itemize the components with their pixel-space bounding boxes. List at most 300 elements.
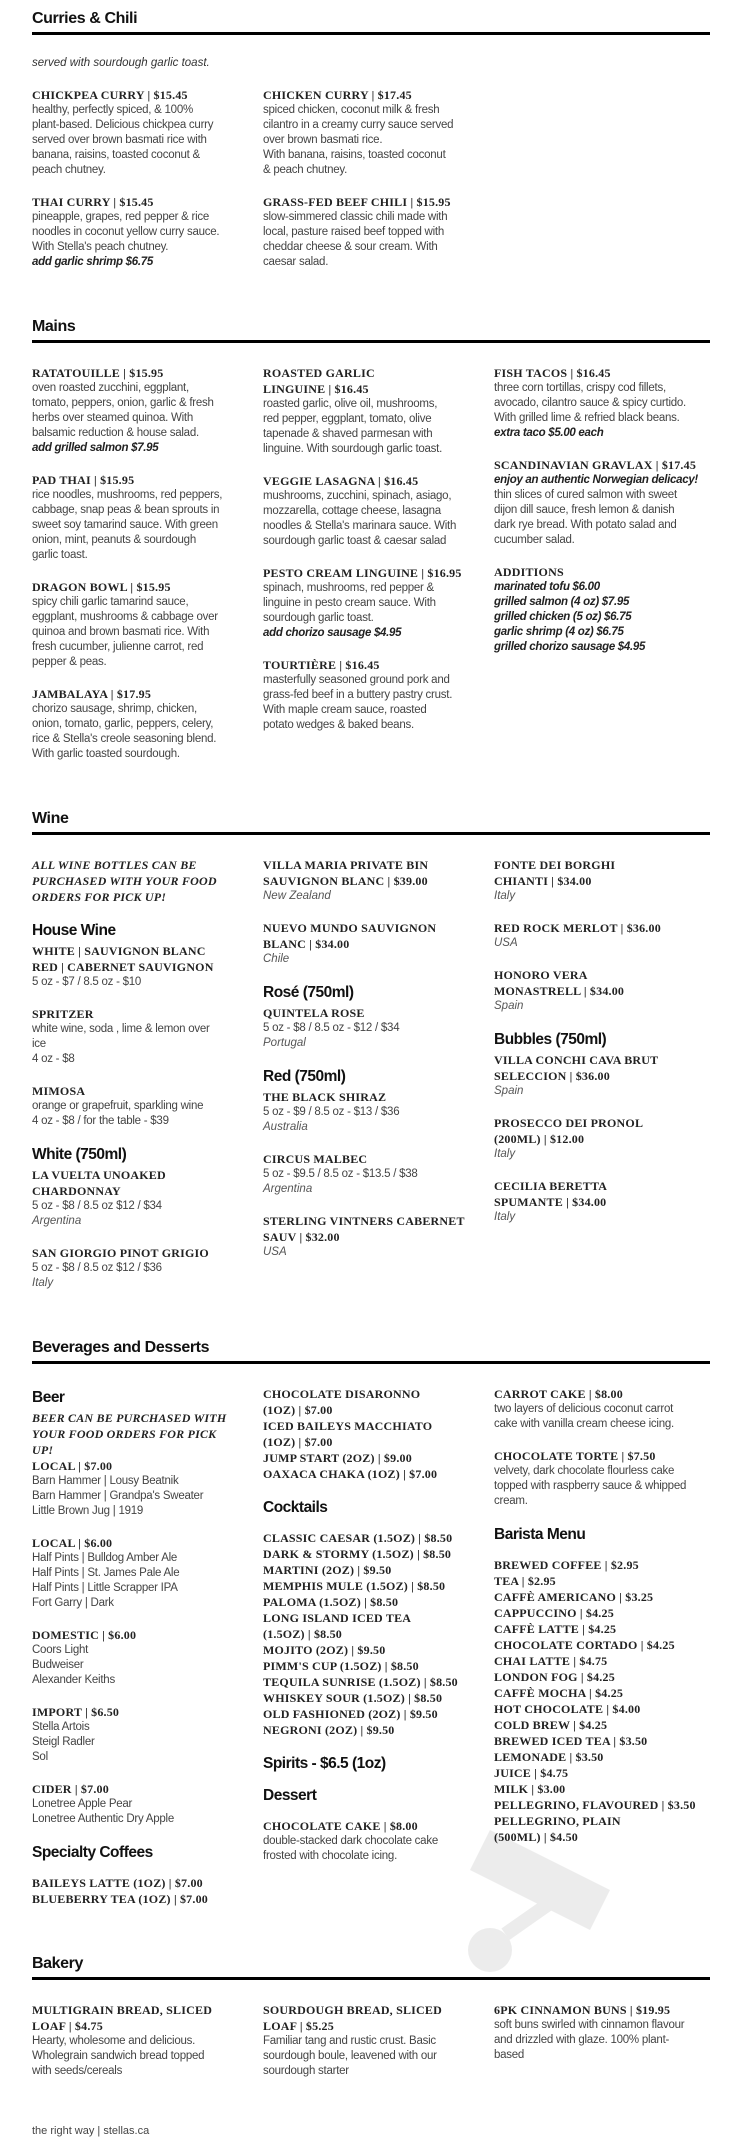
notice-line: PURCHASED WITH YOUR FOOD <box>32 874 217 888</box>
item-title: MULTIGRAIN BREAD, SLICED <box>32 2003 213 2017</box>
subheading: Barista Menu <box>494 1526 586 1543</box>
item-title: CIDER | $7.00 <box>32 1782 109 1796</box>
item-description: cream. <box>494 1495 528 1507</box>
item-addon: extra taco $5.00 each <box>494 427 604 439</box>
menu-item <box>494 457 715 548</box>
item-description: spicy chili garlic tamarind sauce, <box>32 596 189 608</box>
item-title: SCANDINAVIAN GRAVLAX | $17.45 <box>494 458 697 472</box>
item-description: slow-simmered classic chili made with <box>263 211 448 223</box>
subheading: Cocktails <box>263 1499 328 1516</box>
menu-item <box>263 2002 484 2079</box>
item-description: cilantro in a creamy curry sauce served <box>263 119 454 131</box>
item-title: PELLEGRINO, PLAIN <box>494 1814 621 1828</box>
item-title: JUMP START (2OZ) | $9.00 <box>263 1451 412 1465</box>
item-description: Steigl Radler <box>32 1736 95 1748</box>
item-description: & peach chutney. <box>263 164 348 176</box>
item-description: three corn tortillas, crispy cod fillets, <box>494 382 666 394</box>
item-description: oven roasted zucchini, eggplant, <box>32 382 189 394</box>
item-title: QUINTELA ROSE <box>263 1006 365 1020</box>
item-tagline: enjoy an authentic Norwegian delicacy! <box>494 474 698 486</box>
item-description: roasted garlic, olive oil, mushrooms, <box>263 398 438 410</box>
item-title: CHICKEN CURRY | $17.45 <box>263 88 412 102</box>
item-description: cucumber salad. <box>494 534 575 546</box>
section-title: Mains <box>32 318 76 335</box>
item-title: ADDITIONS <box>494 565 564 579</box>
menu-item <box>32 194 253 270</box>
item-title: ICED BAILEYS MACCHIATO <box>263 1419 433 1433</box>
item-title: MILK | $3.00 <box>494 1782 566 1796</box>
section-title: Bakery <box>32 1955 83 1972</box>
menu-item <box>32 1781 253 1827</box>
menu-item <box>263 1151 484 1197</box>
item-title: PELLEGRINO, FLAVOURED | $3.50 <box>494 1798 696 1812</box>
menu-item <box>263 920 484 967</box>
item-description: With banana, raisins, toasted coconut <box>263 149 446 161</box>
item-title: CAFFÈ AMERICANO | $3.25 <box>494 1590 654 1604</box>
item-title: (500ML) | $4.50 <box>494 1830 578 1844</box>
item-description: chorizo sausage, shrimp, chicken, <box>32 703 197 715</box>
item-description: Hearty, wholesome and delicious. <box>32 2035 196 2047</box>
item-description: Barn Hammer | Grandpa's Sweater <box>32 1490 204 1502</box>
item-description: Budweiser <box>32 1659 84 1671</box>
item-title: LINGUINE | $16.45 <box>263 382 369 396</box>
item-description: sourdough starter <box>263 2065 349 2077</box>
item-description: spinach, mushrooms, red pepper & <box>263 582 434 594</box>
item-title: MEMPHIS MULE (1.5OZ) | $8.50 <box>263 1579 446 1593</box>
item-origin: Australia <box>263 1121 308 1133</box>
section-note: served with sourdough garlic toast. <box>32 57 210 69</box>
item-description: noodles in coconut yellow curry sauce. <box>32 226 220 238</box>
item-origin: Italy <box>494 1148 516 1160</box>
item-description: rice & Stella's creole seasoning blend. <box>32 733 217 745</box>
item-description: caesar salad. <box>263 256 329 268</box>
menu-item <box>263 657 484 733</box>
item-addon: add grilled salmon $7.95 <box>32 442 159 454</box>
item-description: tapenade & shaved parmesan with <box>263 428 433 440</box>
menu-item <box>263 1530 484 1738</box>
menu-item <box>494 1386 715 1432</box>
item-description: fresh cucumber, julienne carrot, red <box>32 641 204 653</box>
menu-item <box>494 1052 715 1099</box>
item-origin: Argentina <box>263 1183 313 1195</box>
menu-item <box>32 579 253 670</box>
item-title: CECILIA BERETTA <box>494 1179 608 1193</box>
item-title: THE BLACK SHIRAZ <box>263 1090 387 1104</box>
menu-item <box>32 1083 253 1129</box>
subheading: Spirits - $6.5 (1oz) <box>263 1755 386 1772</box>
subheading: Bubbles (750ml) <box>494 1031 607 1048</box>
item-description: cake with vanilla cream cheese icing. <box>494 1418 674 1430</box>
item-description: peach chutney. <box>32 164 106 176</box>
item-title: CHIANTI | $34.00 <box>494 874 592 888</box>
item-title: NEGRONI (2OZ) | $9.50 <box>263 1723 395 1737</box>
item-description: frosted with chocolate icing. <box>263 1850 398 1862</box>
item-description: white wine, soda , lime & lemon over <box>32 1023 210 1035</box>
item-description: sweet soy tamarind sauce. With green <box>32 519 218 531</box>
item-addon: garlic shrimp (4 oz) $6.75 <box>494 626 624 638</box>
item-title: TEQUILA SUNRISE (1.5OZ) | $8.50 <box>263 1675 458 1689</box>
item-description: pepper & peas. <box>32 656 107 668</box>
item-description: With garlic toasted sourdough. <box>32 748 180 760</box>
item-title: SAN GIORGIO PINOT GRIGIO <box>32 1246 209 1260</box>
item-title: LONG ISLAND ICED TEA <box>263 1611 412 1625</box>
item-description: rice noodles, mushrooms, red peppers, <box>32 489 223 501</box>
item-description: sourdough garlic toast. <box>263 612 374 624</box>
section-beverages-and-desserts <box>32 1337 712 1923</box>
item-description: Barn Hammer | Lousy Beatnik <box>32 1475 179 1487</box>
footer-text: the right way | stellas.ca <box>32 2125 150 2137</box>
item-title: HONORO VERA <box>494 968 588 982</box>
item-title: MONASTRELL | $34.00 <box>494 984 625 998</box>
item-addon: grilled chorizo sausage $4.95 <box>494 641 646 653</box>
menu-item <box>263 1818 484 1864</box>
item-title: CHOCOLATE TORTE | $7.50 <box>494 1449 656 1463</box>
menu-column <box>494 1386 715 1923</box>
menu-item <box>263 365 484 457</box>
menu-column <box>32 87 253 286</box>
notice-line: YOUR FOOD ORDERS FOR PICK <box>32 1427 217 1441</box>
item-title: LONDON FOG | $4.25 <box>494 1670 615 1684</box>
item-origin: Portugal <box>263 1037 306 1049</box>
item-title: CHOCOLATE CORTADO | $4.25 <box>494 1638 675 1652</box>
item-description: With Stella's peach chutney. <box>32 241 169 253</box>
menu-columns <box>32 87 712 286</box>
item-title: RATATOUILLE | $15.95 <box>32 366 164 380</box>
menu-item <box>32 1245 253 1291</box>
item-description: and drizzled with glaze. 100% plant- <box>494 2034 670 2046</box>
item-description: 4 oz - $8 <box>32 1053 75 1065</box>
subheading: Beer <box>32 1389 65 1406</box>
menu-item <box>494 2002 715 2063</box>
item-description: eggplant, mushrooms & cabbage over <box>32 611 218 623</box>
item-origin: Chile <box>263 953 290 965</box>
item-title: (1.5OZ) | $8.50 <box>263 1627 342 1641</box>
item-description: thin slices of cured salmon with sweet <box>494 489 677 501</box>
item-origin: Italy <box>494 1211 516 1223</box>
section-curries-chili <box>32 8 712 286</box>
item-description: dark rye bread. With potato salad and <box>494 519 677 531</box>
item-title: RED | CABERNET SAUVIGNON <box>32 960 214 974</box>
section-body <box>32 1364 712 1923</box>
section-body <box>32 35 712 286</box>
item-title: NUEVO MUNDO SAUVIGNON <box>263 921 437 935</box>
menu-item <box>32 943 253 990</box>
menu-item <box>494 920 715 951</box>
menu-column <box>494 365 715 778</box>
item-description: ice <box>32 1038 46 1050</box>
item-title: VEGGIE LASAGNA | $16.45 <box>263 474 419 488</box>
item-description: orange or grapefruit, sparkling wine <box>32 1100 204 1112</box>
item-title: LOAF | $5.25 <box>263 2019 334 2033</box>
menu-item <box>32 87 253 178</box>
item-description: topped with raspberry sauce & whipped <box>494 1480 687 1492</box>
item-description: with seeds/cereals <box>32 2065 123 2077</box>
menu-column <box>263 365 484 778</box>
menu-column <box>32 857 253 1307</box>
item-description: cheddar cheese & sour cream. With <box>263 241 438 253</box>
item-title: CARROT CAKE | $8.00 <box>494 1387 623 1401</box>
section-body <box>32 1980 712 2095</box>
menu-item <box>494 1178 715 1225</box>
item-description: Lonetree Authentic Dry Apple <box>32 1813 174 1825</box>
item-title: BREWED ICED TEA | $3.50 <box>494 1734 648 1748</box>
item-title: CHAI LATTE | $4.75 <box>494 1654 608 1668</box>
item-origin: Argentina <box>32 1215 82 1227</box>
section-title: Beverages and Desserts <box>32 1339 210 1356</box>
item-description: masterfully seasoned ground pork and <box>263 674 450 686</box>
item-description: 5 oz - $8 / 8.5 oz $12 / $34 <box>32 1200 162 1212</box>
section-title: Wine <box>32 810 69 827</box>
item-description: cabbage, snap peas & bean sprouts in <box>32 504 220 516</box>
item-title: VILLA CONCHI CAVA BRUT <box>494 1053 659 1067</box>
item-description: 4 oz - $8 / for the table - $39 <box>32 1115 169 1127</box>
notice-line: ORDERS FOR PICK UP! <box>32 890 167 904</box>
menu-item <box>32 2002 253 2079</box>
menu-column <box>263 1386 484 1923</box>
item-title: CAPPUCCINO | $4.25 <box>494 1606 614 1620</box>
menu-item <box>32 1875 253 1907</box>
notice-line: BEER CAN BE PURCHASED WITH <box>32 1411 227 1425</box>
item-addon: grilled chicken (5 oz) $6.75 <box>494 611 632 623</box>
item-title: WHISKEY SOUR (1.5OZ) | $8.50 <box>263 1691 443 1705</box>
menu-item <box>32 1458 253 1519</box>
menu-item <box>263 473 484 549</box>
subheading: Dessert <box>263 1787 317 1804</box>
item-description: plant-based. Delicious chickpea curry <box>32 119 214 131</box>
item-title: PESTO CREAM LINGUINE | $16.95 <box>263 566 462 580</box>
notice-line: UP! <box>32 1443 54 1457</box>
item-title: SELECCION | $36.00 <box>494 1069 610 1083</box>
item-title: WHITE | SAUVIGNON BLANC <box>32 944 206 958</box>
menu-item <box>263 1005 484 1051</box>
item-description: Half Pints | Little Scrapper IPA <box>32 1582 178 1594</box>
menu-columns <box>32 1386 712 1923</box>
item-description: quinoa and brown basmati rice. With <box>32 626 210 638</box>
item-title: VILLA MARIA PRIVATE BIN <box>263 858 429 872</box>
menu-item <box>494 1557 715 1845</box>
menu-column <box>263 857 484 1307</box>
item-addon: marinated tofu $6.00 <box>494 581 600 593</box>
item-addon: add chorizo sausage $4.95 <box>263 627 402 639</box>
menu-item <box>263 87 484 178</box>
item-title: RED ROCK MERLOT | $36.00 <box>494 921 661 935</box>
item-description: Half Pints | St. James Pale Ale <box>32 1567 180 1579</box>
item-description: noodles & Stella's marinara sauce. With <box>263 520 457 532</box>
item-description: based <box>494 2049 525 2061</box>
section-title: Curries & Chili <box>32 10 138 27</box>
item-description: garlic toast. <box>32 549 88 561</box>
section-wine <box>32 808 712 1307</box>
item-title: FISH TACOS | $16.45 <box>494 366 611 380</box>
item-title: LEMONADE | $3.50 <box>494 1750 604 1764</box>
item-description: 5 oz - $8 / 8.5 oz $12 / $36 <box>32 1262 162 1274</box>
item-title: DARK & STORMY (1.5OZ) | $8.50 <box>263 1547 452 1561</box>
item-description: Lonetree Apple Pear <box>32 1798 133 1810</box>
menu-column <box>494 87 715 286</box>
menu-column <box>263 87 484 286</box>
item-origin: Italy <box>494 890 516 902</box>
item-description: avocado, cilantro sauce & spicy curtido. <box>494 397 686 409</box>
item-origin: USA <box>263 1246 287 1258</box>
menu-item <box>263 565 484 641</box>
menu-item <box>32 686 253 762</box>
item-description: onion, tomato, garlic, peppers, celery, <box>32 718 214 730</box>
menu-column <box>494 2002 715 2095</box>
menu-item <box>263 1213 484 1260</box>
item-title: (200ML) | $12.00 <box>494 1132 585 1146</box>
item-description: banana, raisins, toasted coconut & <box>32 149 200 161</box>
item-title: JUICE | $4.75 <box>494 1766 569 1780</box>
item-title: COLD BREW | $4.25 <box>494 1718 608 1732</box>
item-origin: Italy <box>32 1277 54 1289</box>
item-description: sourdough boule, leavened with our <box>263 2050 437 2062</box>
menu-item <box>263 194 484 270</box>
menu-item <box>32 1006 253 1067</box>
menu-item <box>494 564 715 655</box>
item-addon: add garlic shrimp $6.75 <box>32 256 153 268</box>
item-description: linguine. With sourdough garlic toast. <box>263 443 443 455</box>
item-title: CLASSIC CAESAR (1.5OZ) | $8.50 <box>263 1531 453 1545</box>
item-description: With grilled lime & refried black beans. <box>494 412 680 424</box>
item-origin: Spain <box>494 1085 524 1097</box>
item-description: dijon dill sauce, fresh lemon & danish <box>494 504 675 516</box>
item-description: herbs over steamed quinoa. With <box>32 412 194 424</box>
item-title: OAXACA CHAKA (1OZ) | $7.00 <box>263 1467 438 1481</box>
item-title: OLD FASHIONED (2OZ) | $9.50 <box>263 1707 438 1721</box>
item-description: sourdough garlic toast & caesar salad <box>263 535 447 547</box>
item-title: MOJITO (2OZ) | $9.50 <box>263 1643 386 1657</box>
item-title: LOCAL | $6.00 <box>32 1536 113 1550</box>
item-title: IMPORT | $6.50 <box>32 1705 120 1719</box>
item-title: MARTINI (2OZ) | $9.50 <box>263 1563 392 1577</box>
item-description: mushrooms, zucchini, spinach, asiago, <box>263 490 452 502</box>
item-title: THAI CURRY | $15.45 <box>32 195 154 209</box>
item-title: (1OZ) | $7.00 <box>263 1403 333 1417</box>
item-title: FONTE DEI BORGHI <box>494 858 616 872</box>
item-description: pineapple, grapes, red pepper & rice <box>32 211 210 223</box>
section-mains <box>32 316 712 778</box>
item-title: CAFFÈ MOCHA | $4.25 <box>494 1686 624 1700</box>
item-description: Little Brown Jug | 1919 <box>32 1505 144 1517</box>
menu-item <box>32 365 253 456</box>
menu-item <box>494 1448 715 1509</box>
menu-item <box>494 1115 715 1162</box>
item-title: CIRCUS MALBEC <box>263 1152 368 1166</box>
subheading: House Wine <box>32 922 116 939</box>
order-notice <box>32 857 253 905</box>
item-description: healthy, perfectly spiced, & 100% <box>32 104 193 116</box>
item-description: velvety, dark chocolate flourless cake <box>494 1465 675 1477</box>
item-title: (1OZ) | $7.00 <box>263 1435 333 1449</box>
item-title: SOURDOUGH BREAD, SLICED <box>263 2003 442 2017</box>
menu-columns <box>32 2002 712 2095</box>
menu-item <box>32 1627 253 1688</box>
item-addon: grilled salmon (4 oz) $7.95 <box>494 596 630 608</box>
menu-item <box>263 857 484 904</box>
menu-item <box>263 1386 484 1482</box>
item-title: DRAGON BOWL | $15.95 <box>32 580 171 594</box>
item-description: tomato, peppers, onion, garlic & fresh <box>32 397 214 409</box>
item-title: SPRITZER <box>32 1007 94 1021</box>
item-title: CHOCOLATE DISARONNO <box>263 1387 421 1401</box>
item-title: CAFFÈ LATTE | $4.25 <box>494 1622 617 1636</box>
item-title: PAD THAI | $15.95 <box>32 473 135 487</box>
item-description: Familiar tang and rustic crust. Basic <box>263 2035 436 2047</box>
item-title: PIMM'S CUP (1.5OZ) | $8.50 <box>263 1659 419 1673</box>
item-description: double-stacked dark chocolate cake <box>263 1835 438 1847</box>
item-title: MIMOSA <box>32 1084 86 1098</box>
menu-item <box>32 1167 253 1229</box>
item-description: Alexander Keiths <box>32 1674 115 1686</box>
item-title: ROASTED GARLIC <box>263 366 375 380</box>
item-title: LOAF | $4.75 <box>32 2019 103 2033</box>
item-description: Coors Light <box>32 1644 89 1656</box>
notice-line: ALL WINE BOTTLES CAN BE <box>32 858 197 872</box>
item-origin: Spain <box>494 1000 524 1012</box>
item-description: balsamic reduction & house salad. <box>32 427 199 439</box>
item-description: linguine in pesto cream sauce. With <box>263 597 436 609</box>
subheading: Red (750ml) <box>263 1068 346 1085</box>
subheading: Rosé (750ml) <box>263 984 354 1001</box>
item-title: SPUMANTE | $34.00 <box>494 1195 607 1209</box>
item-title: TOURTIÈRE | $16.45 <box>263 658 380 672</box>
item-title: BAILEYS LATTE (1OZ) | $7.00 <box>32 1876 203 1890</box>
menu-column <box>32 2002 253 2095</box>
item-description: Fort Garry | Dark <box>32 1597 114 1609</box>
item-title: TEA | $2.95 <box>494 1574 556 1588</box>
menu-item <box>32 472 253 563</box>
item-title: JAMBALAYA | $17.95 <box>32 687 152 701</box>
item-title: CHICKPEA CURRY | $15.45 <box>32 88 188 102</box>
menu-columns <box>32 857 712 1307</box>
menu-item <box>32 1704 253 1765</box>
menu-item <box>263 1089 484 1135</box>
item-description: red pepper, eggplant, tomato, olive <box>263 413 432 425</box>
item-title: CHARDONNAY <box>32 1184 121 1198</box>
item-origin: USA <box>494 937 518 949</box>
menu-column <box>32 365 253 778</box>
item-title: PROSECCO DEI PRONOL <box>494 1116 644 1130</box>
subheading: White (750ml) <box>32 1146 127 1163</box>
item-title: LOCAL | $7.00 <box>32 1459 113 1473</box>
item-title: HOT CHOCOLATE | $4.00 <box>494 1702 641 1716</box>
item-title: DOMESTIC | $6.00 <box>32 1628 137 1642</box>
item-title: PALOMA (1.5OZ) | $8.50 <box>263 1595 399 1609</box>
subheading: Specialty Coffees <box>32 1844 153 1861</box>
item-title: SAUV | $32.00 <box>263 1230 340 1244</box>
item-description: onion, mint, peanuts & sourdough <box>32 534 196 546</box>
item-title: BLANC | $34.00 <box>263 937 350 951</box>
menu-columns <box>32 365 712 778</box>
item-description: Sol <box>32 1751 48 1763</box>
item-description: 5 oz - $9.5 / 8.5 oz - $13.5 / $38 <box>263 1168 418 1180</box>
item-title: BLUEBERRY TEA (1OZ) | $7.00 <box>32 1892 208 1906</box>
item-description: mozzarella, cottage cheese, lasagna <box>263 505 441 517</box>
item-description: potato wedges & baked beans. <box>263 719 414 731</box>
menu-column <box>32 1386 253 1923</box>
menu-item <box>32 1535 253 1611</box>
item-description: 5 oz - $9 / 8.5 oz - $13 / $36 <box>263 1106 400 1118</box>
item-title: STERLING VINTNERS CABERNET <box>263 1214 465 1228</box>
item-description: over brown basmati rice. <box>263 134 383 146</box>
item-title: LA VUELTA UNOAKED <box>32 1168 166 1182</box>
item-title: CHOCOLATE CAKE | $8.00 <box>263 1819 418 1833</box>
menu-item <box>494 857 715 904</box>
item-title: GRASS-FED BEEF CHILI | $15.95 <box>263 195 451 209</box>
item-description: grass-fed beef in a buttery pastry crust. <box>263 689 453 701</box>
item-title: 6PK CINNAMON BUNS | $19.95 <box>494 2003 671 2017</box>
item-description: 5 oz - $7 / 8.5 oz - $10 <box>32 976 142 988</box>
